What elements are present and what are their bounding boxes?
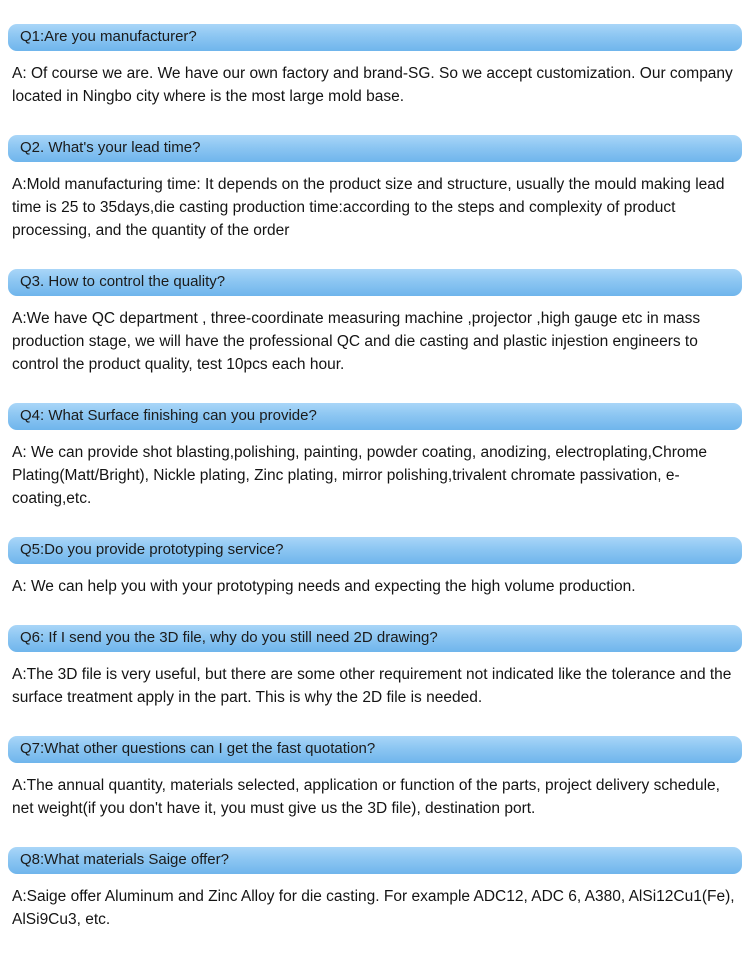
question-text-q3: Q3. How to control the quality? [20, 273, 226, 290]
answer-text-q6: A:The 3D file is very useful, but there are some other requirement not indicated like the tolerance and the surface treatment apply in the part. This is why the 2D file is needed. [12, 666, 732, 706]
question-bar-q6 [8, 625, 742, 652]
question-text-q6: Q6: If I send you the 3D file, why do you still need 2D drawing? [20, 629, 438, 646]
faq-item-q1 [8, 24, 742, 108]
answer-text-q5: A: We can help you with your prototyping needs and expecting the high volume production. [12, 578, 636, 595]
question-bar-q2 [8, 135, 742, 162]
faq-item-q2 [8, 135, 742, 242]
answer-text-q2: A:Mold manufacturing time: It depends on the product size and structure, usually the mould making lead time is 25 to 35days,die casting production time:according to the steps and complexity of product processing, and the quantity of the order [12, 176, 725, 239]
answer-text-q7: A:The annual quantity, materials selected, application or function of the parts, project delivery schedule, net weight(if you don't have it, you must give us the 3D file), destination port. [12, 777, 720, 817]
faq-item-q5 [8, 537, 742, 598]
answer-text-q8: A:Saige offer Aluminum and Zinc Alloy for die casting. For example ADC12, ADC 6, A380, AlSi12Cu1(Fe), AlSi9Cu3, etc. [12, 888, 735, 928]
faq-item-q3 [8, 269, 742, 376]
question-text-q1: Q1:Are you manufacturer? [20, 28, 197, 45]
question-bar-q8 [8, 847, 742, 874]
question-text-q7: Q7:What other questions can I get the fast quotation? [20, 740, 376, 757]
answer-text-q3: A:We have QC department , three-coordinate measuring machine ,projector ,high gauge etc in mass production stage, we will have the professional QC and die casting and plastic injestion engineers to control the product quality, test 10pcs each hour. [12, 310, 701, 373]
faq-item-q8 [8, 847, 742, 931]
question-bar-q3 [8, 269, 742, 296]
question-text-q2: Q2. What's your lead time? [20, 139, 201, 156]
question-bar-q1 [8, 24, 742, 51]
question-text-q4: Q4: What Surface finishing can you provide? [20, 407, 317, 424]
answer-text-q4: A: We can provide shot blasting,polishing, painting, powder coating, anodizing, electroplating,Chrome Plating(Matt/Bright), Nickle plating, Zinc plating, mirror polishing,trivalent chromate passivation, e-coating,etc. [12, 444, 708, 507]
question-text-q8: Q8:What materials Saige offer? [20, 851, 229, 868]
faq-item-q7 [8, 736, 742, 820]
answer-text-q1: A: Of course we are. We have our own factory and brand-SG. So we accept customization. Our company located in Ningbo city where is the most large mold base. [12, 65, 733, 105]
question-bar-q4 [8, 403, 742, 430]
question-bar-q7 [8, 736, 742, 763]
question-bar-q5 [8, 537, 742, 564]
faq-item-q4 [8, 403, 742, 510]
faq-item-q6 [8, 625, 742, 709]
question-text-q5: Q5:Do you provide prototyping service? [20, 541, 284, 558]
